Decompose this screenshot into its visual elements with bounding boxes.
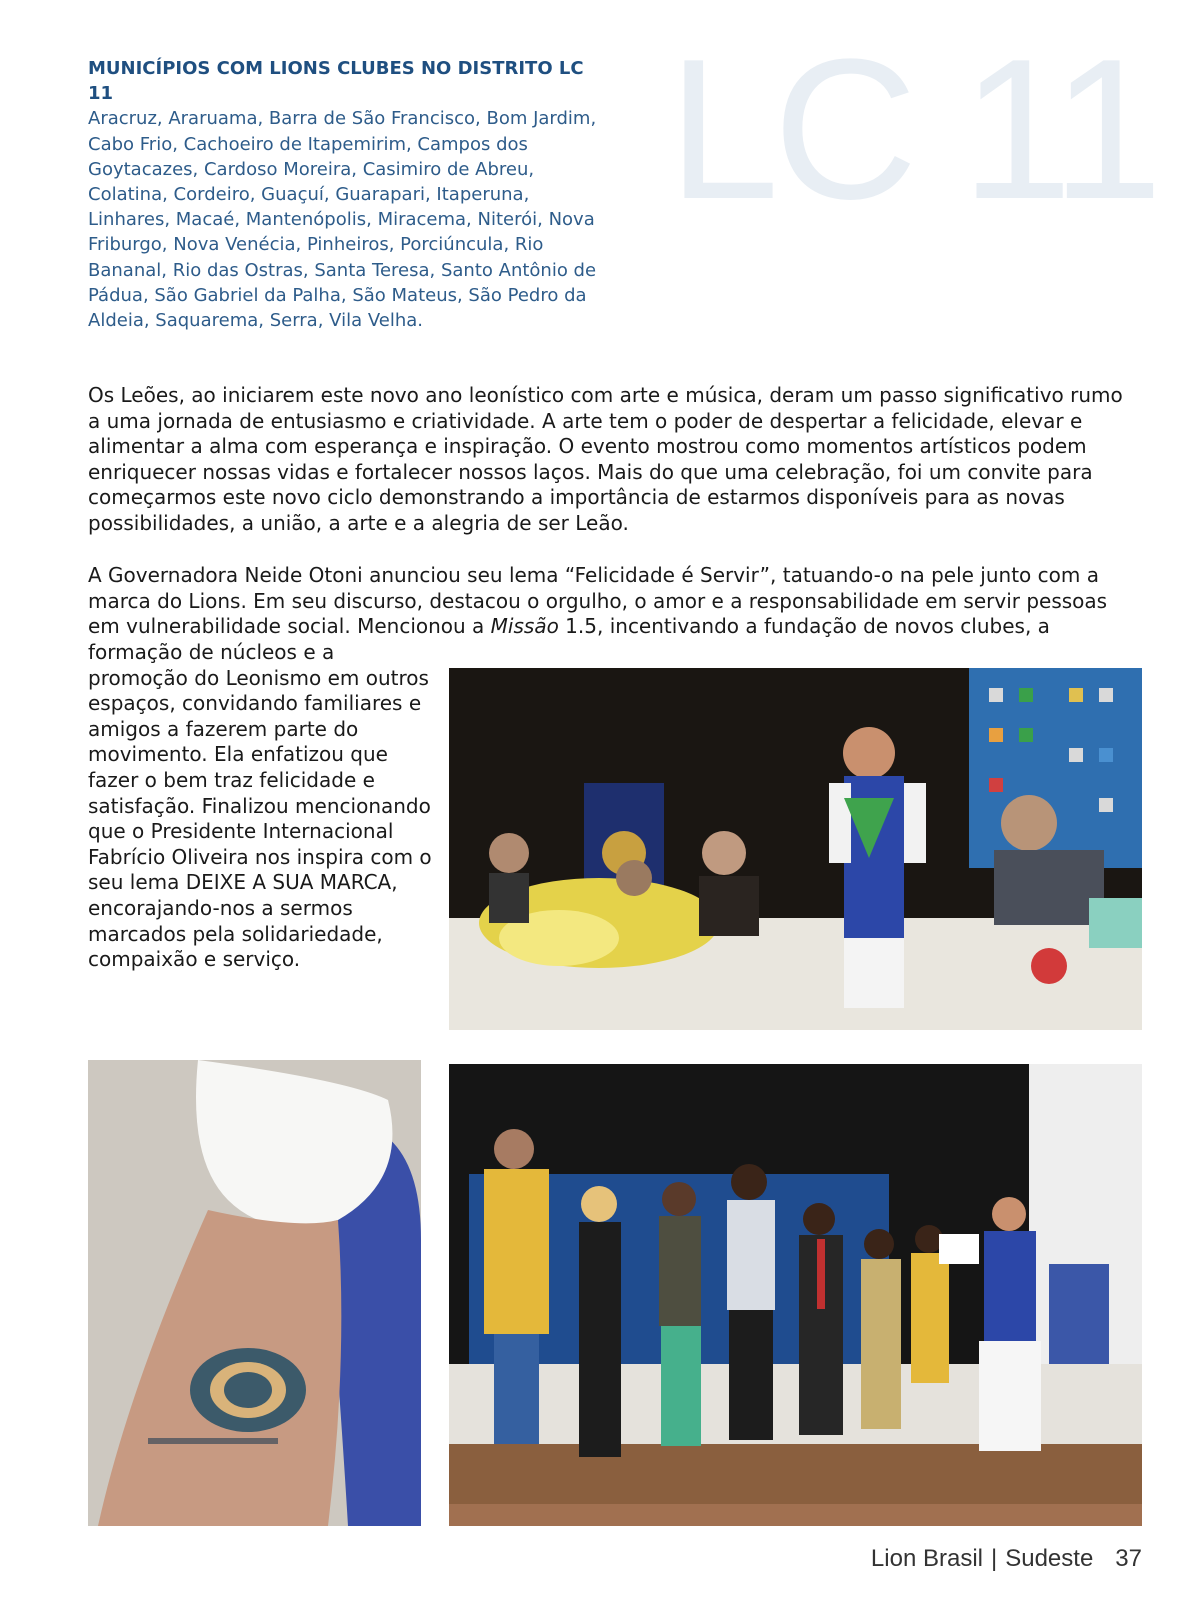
article-paragraph-2 bbox=[88, 563, 1128, 640]
footer-separator: | bbox=[990, 1545, 998, 1572]
photo-stage-ceremony bbox=[449, 1064, 1142, 1526]
paragraph-2-text-a: A Governadora Neide Otoni anunciou seu lema “Felicidade é Servir”, tatuando-o na pele junto com a marca do Lions. Em seu discurso, destacou o orgulho, o amor e a responsabilidade em servir pessoas em vulnerabilidade social. Mencionou a bbox=[88, 563, 1108, 639]
paragraph-2-text-b: 1.5, incentivando a fundação de novos clubes, a bbox=[558, 614, 1050, 639]
district-watermark: LC 11 bbox=[668, 18, 1157, 241]
photo-lions-tattoo-illustration bbox=[88, 1060, 421, 1526]
footer-region: Sudeste bbox=[1005, 1545, 1094, 1572]
footer-publication: Lion Brasil bbox=[870, 1545, 983, 1572]
municipalities-box bbox=[88, 56, 608, 333]
photo-governor-speech bbox=[449, 668, 1142, 1030]
mission-italic: Missão bbox=[490, 614, 559, 639]
article-paragraph-3: formação de núcleos e a promoção do Leonismo em outros espaços, convidando familiares e amigos a fazerem parte do movimento. Ela enfatizou que fazer o bem traz felicidade e satisfação. Finalizou mencionando que o Presidente Internacional Fabrício Oliveira nos inspira com o seu lema DEIXE A SUA MARCA, encorajando-nos a sermos marcados pela solidariedade, compaixão e serviço. bbox=[88, 640, 432, 972]
page-footer bbox=[871, 1545, 1142, 1573]
photo-lions-tattoo bbox=[88, 1060, 421, 1526]
municipalities-heading: MUNICÍPIOS COM LIONS CLUBES NO DISTRITO LC 11 bbox=[88, 58, 584, 105]
photo-stage-ceremony-illustration bbox=[449, 1064, 1142, 1526]
municipalities-list: Aracruz, Araruama, Barra de São Francisco, Bom Jardim, Cabo Frio, Cachoeiro de Itapemirim, Campos dos Goytacazes, Cardoso Moreira, Casimiro de Abreu, Colatina, Cordeiro, Guaçuí, Guarapari, Itaperuna, Linhares, Macaé, Mantenópolis, Miracema, Niterói, Nova Friburgo, Nova Venécia, Pinheiros, Porciúncula, Rio Bananal, Rio das Ostras, Santa Teresa, Santo Antônio de Pádua, São Gabriel da Palha, São Mateus, São Pedro da Aldeia, Saquarema, Serra, Vila Velha. bbox=[88, 108, 597, 332]
photo-governor-speech-illustration bbox=[449, 668, 1142, 1030]
page-number: 37 bbox=[1115, 1545, 1142, 1572]
article-paragraph-1: Os Leões, ao iniciarem este novo ano leonístico com arte e música, deram um passo significativo rumo a uma jornada de entusiasmo e criatividade. A arte tem o poder de despertar a felicidade, elevar e alimentar a alma com esperança e inspiração. O evento mostrou como momentos artísticos podem enriquecer nossas vidas e fortalecer nossos laços. Mais do que uma celebração, foi um convite para começarmos este novo ciclo demonstrando a importância de estarmos disponíveis para as novas possibilidades, a união, a arte e a alegria de ser Leão. bbox=[88, 383, 1123, 535]
